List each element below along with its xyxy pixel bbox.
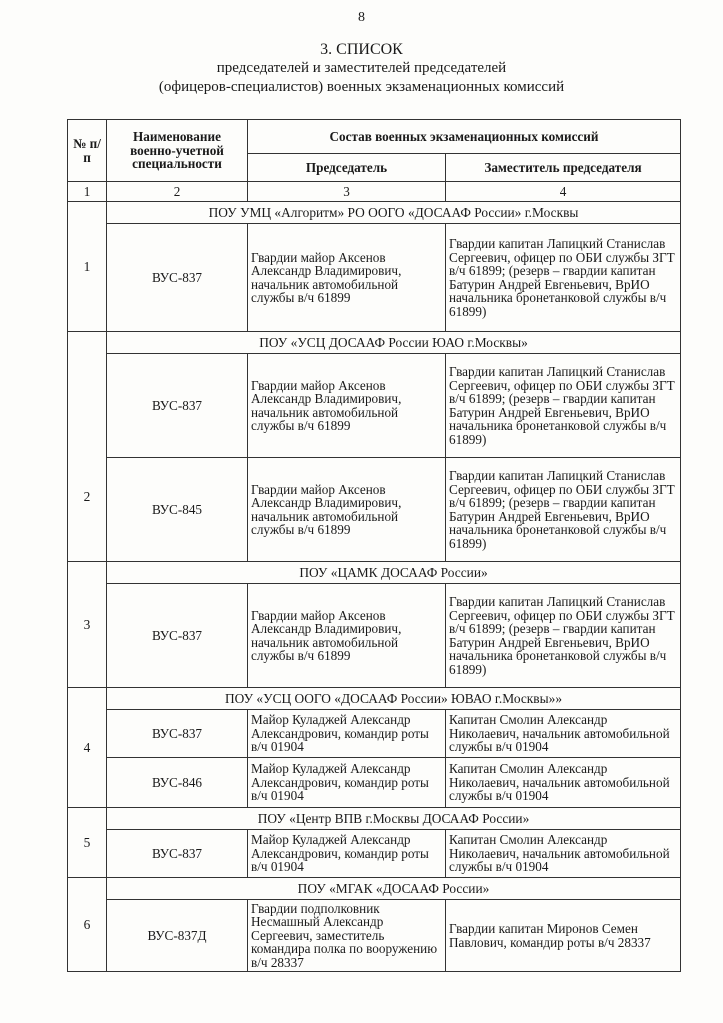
org-name: ПОУ «УСЦ ДОСААФ России ЮАО г.Москвы» [107, 332, 681, 354]
table-row [68, 900, 681, 972]
table-row [68, 458, 681, 562]
org-row [68, 878, 681, 900]
table-row [68, 830, 681, 878]
org-name: ПОУ «ЦАМК ДОСААФ России» [107, 562, 681, 584]
table-row [68, 758, 681, 808]
chairman-cell: Майор Куладжей Александр Александрович, командир роты в/ч 01904 [248, 758, 446, 808]
column-number: 4 [446, 182, 681, 202]
chairman-cell: Гвардии майор Аксенов Александр Владимирович, начальник автомобильной службы в/ч 61899 [248, 224, 446, 332]
org-row [68, 562, 681, 584]
document-heading [0, 40, 723, 97]
chairman-cell: Майор Куладжей Александр Александрович, командир роты в/ч 01904 [248, 710, 446, 758]
list-subtitle-line-1: председателей и заместителей председателей [216, 60, 507, 76]
page-number: 8 [358, 10, 365, 25]
chairman-cell: Гвардии майор Аксенов Александр Владимирович, начальник автомобильной службы в/ч 61899 [248, 584, 446, 688]
vus-cell: ВУС-837 [107, 584, 248, 688]
deputy-cell: Гвардии капитан Миронов Семен Павлович, командир роты в/ч 28337 [446, 900, 681, 972]
header-deputy: Заместитель председателя [446, 154, 681, 182]
vus-cell: ВУС-837 [107, 224, 248, 332]
vus-cell: ВУС-837 [107, 830, 248, 878]
column-number: 2 [107, 182, 248, 202]
deputy-cell: Капитан Смолин Александр Николаевич, начальник автомобильной службы в/ч 01904 [446, 758, 681, 808]
table-row [68, 224, 681, 332]
group-number: 6 [68, 878, 107, 972]
vus-cell: ВУС-837 [107, 354, 248, 458]
chairman-cell: Гвардии подполковник Несмашный Александр Сергеевич, заместитель командира полка по вооружению в/ч 28337 [248, 900, 446, 972]
column-number: 3 [248, 182, 446, 202]
column-number: 1 [68, 182, 107, 202]
header-chairman: Председатель [248, 154, 446, 182]
group-number: 4 [68, 688, 107, 808]
commission-table [67, 119, 681, 972]
vus-cell: ВУС-846 [107, 758, 248, 808]
vus-cell: ВУС-837Д [107, 900, 248, 972]
table-row [68, 354, 681, 458]
header-num: № п/п [68, 120, 107, 182]
list-title: 3. СПИСОК [320, 41, 403, 58]
chairman-cell: Гвардии майор Аксенов Александр Владимирович, начальник автомобильной службы в/ч 61899 [248, 458, 446, 562]
header-composition: Состав военных экзаменационных комиссий [248, 120, 681, 154]
org-row [68, 332, 681, 354]
deputy-cell: Гвардии капитан Лапицкий Станислав Сергеевич, офицер по ОБИ службы ЗГТ в/ч 61899; (резерв – гвардии капитан Батурин Андрей Евгеньевич, ВрИО начальника бронетанковой службы в/ч 61899) [446, 354, 681, 458]
group-number: 5 [68, 808, 107, 878]
deputy-cell: Гвардии капитан Лапицкий Станислав Сергеевич, офицер по ОБИ службы ЗГТ в/ч 61899; (резерв – гвардии капитан Батурин Андрей Евгеньевич, ВрИО начальника бронетанковой службы в/ч 61899) [446, 584, 681, 688]
header-specialty: Наименование военно-учетной специальности [107, 120, 248, 182]
group-number: 2 [68, 332, 107, 562]
org-row [68, 688, 681, 710]
org-name: ПОУ УМЦ «Алгоритм» РО ООГО «ДОСААФ России» г.Москвы [107, 202, 681, 224]
org-name: ПОУ «УСЦ ООГО «ДОСААФ России» ЮВАО г.Москвы»» [107, 688, 681, 710]
vus-cell: ВУС-845 [107, 458, 248, 562]
chairman-cell: Гвардии майор Аксенов Александр Владимирович, начальник автомобильной службы в/ч 61899 [248, 354, 446, 458]
org-row [68, 202, 681, 224]
list-subtitle-line-2: (офицеров-специалистов) военных экзаменационных комиссий [158, 79, 565, 95]
table-row [68, 584, 681, 688]
column-number-row [68, 182, 681, 202]
group-number: 1 [68, 202, 107, 332]
deputy-cell: Гвардии капитан Лапицкий Станислав Сергеевич, офицер по ОБИ службы ЗГТ в/ч 61899; (резерв – гвардии капитан Батурин Андрей Евгеньевич, ВрИО начальника бронетанковой службы в/ч 61899) [446, 458, 681, 562]
chairman-cell: Майор Куладжей Александр Александрович, командир роты в/ч 01904 [248, 830, 446, 878]
deputy-cell: Гвардии капитан Лапицкий Станислав Сергеевич, офицер по ОБИ службы ЗГТ в/ч 61899; (резерв – гвардии капитан Батурин Андрей Евгеньевич, ВрИО начальника бронетанковой службы в/ч 61899) [446, 224, 681, 332]
org-name: ПОУ «МГАК «ДОСААФ России» [107, 878, 681, 900]
org-row [68, 808, 681, 830]
deputy-cell: Капитан Смолин Александр Николаевич, начальник автомобильной службы в/ч 01904 [446, 830, 681, 878]
deputy-cell: Капитан Смолин Александр Николаевич, начальник автомобильной службы в/ч 01904 [446, 710, 681, 758]
group-number: 3 [68, 562, 107, 688]
table-row [68, 710, 681, 758]
org-name: ПОУ «Центр ВПВ г.Москвы ДОСААФ России» [107, 808, 681, 830]
vus-cell: ВУС-837 [107, 710, 248, 758]
